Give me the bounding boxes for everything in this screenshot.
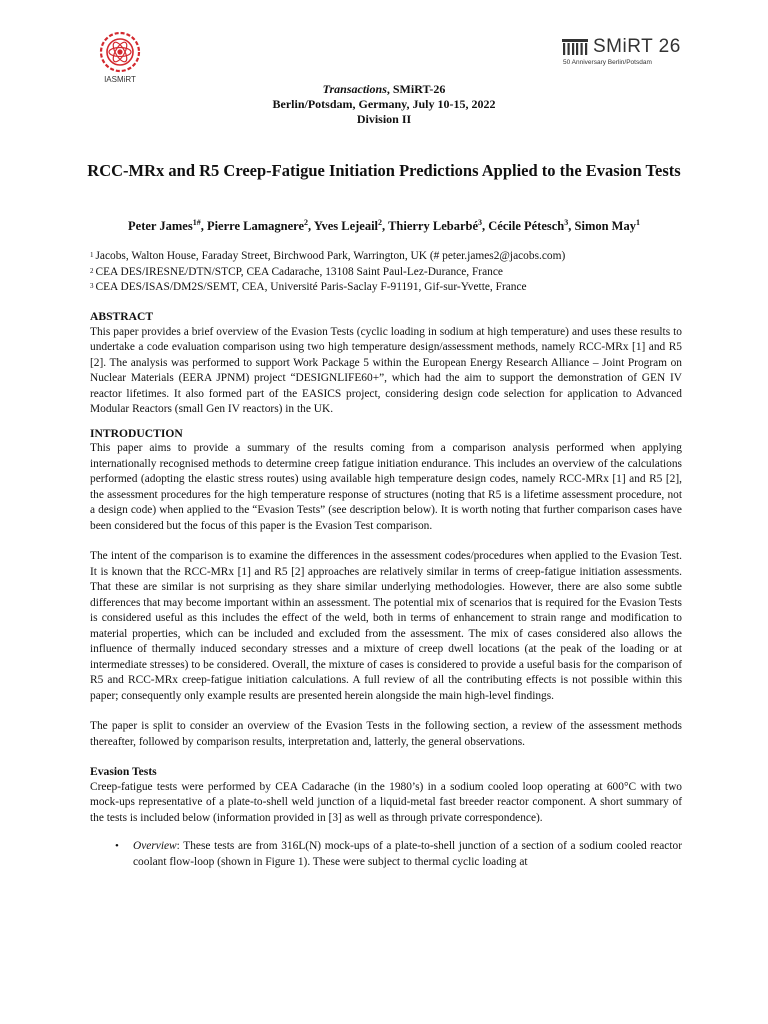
list-item xyxy=(90,839,682,870)
evasion-tests-text: Creep-fatigue tests were performed by CEA Cadarache (in the 1980’s) in a sodium cooled loop operating at 600°C with two mock-ups representative of a plate-to-shell weld junction of a liquid-metal fast breeder reactor component. A short summary of the tests is included below (information provided in [3] as well as through private correspondence). xyxy=(90,780,682,824)
author-affiliation-marker: 1 xyxy=(635,218,640,227)
author-name: Peter James xyxy=(128,219,193,234)
author-name: Cécile Pétesch xyxy=(488,219,565,234)
conference-location: Berlin/Potsdam, Germany, July 10-15, 2022 xyxy=(272,97,496,111)
abstract-heading: ABSTRACT xyxy=(90,310,154,323)
affiliation-line xyxy=(90,280,690,296)
bullet-icon: • xyxy=(115,840,119,852)
author-list: Peter James$^{1\#}$, Pierre Lamagnere$^2$, Yves Lejeail$^2$, Thierry Lebarbé$^3$, Cécile Pétesch$^3$, Simon May$^1$ xyxy=(128,218,640,234)
abstract-text: This paper provides a brief overview of the Evasion Tests (cyclic loading in sodium at high temperature) and uses these results to undertake a code evaluation comparison using two high temperature design/assessment methods, namely RCC-MRx [1] and R5 [2]. The analysis was performed to support Work Package 5 within the European Energy Research Alliance – Joint Program on Nuclear Materials (EERA JPNM) project “DESIGNLIFE60+”, which had the aim to support the demonstration of GEN IV reactor lifetimes. It also formed part of the EASICS project, considering design code selection for application to Advanced Modular Reactors (small Gen IV reactors) in the UK. xyxy=(90,325,682,415)
author-affiliation-marker: 3 xyxy=(564,218,569,227)
conference-name: , SMiRT-26 xyxy=(386,82,446,96)
affiliation-number: 3 xyxy=(90,282,94,290)
introduction-paragraph: This paper aims to provide a summary of the results coming from a comparison analysis performed when applying internationally recognised methods to determine creep fatigue initiation endurance. This includes an overview of the calculations performed (adopting the elastic stress routes) using available high temperature design codes, namely RCC-MRx [1] and R5 [2], the assessment procedures for the high temperature response of structures (noting that R5 is a lifetime assessment procedure, not a design code) when applied to the “Evasion Tests” (see description below). It is worth noting that further comparison cases have been considered but the focus of this paper is the Evasion Test comparison. xyxy=(90,442,682,532)
affiliations xyxy=(90,249,690,296)
introduction-paragraph: The intent of the comparison is to examine the differences in the assessment codes/procedures when applied to the Evasion Test. It is known that the RCC-MRx [1] and R5 [2] approaches are relatively similar in terms of creep-fatigue initiation assessments. That these are similar is not surprising as they share similar underlying methodologies. However, there are also some subtle differences that may become important within an assessment. The potential mix of scenarios that is required for the Evasion Tests is considered useful as this includes the effect of the weld, both in terms of enhancement to strain range and modification to material properties, which can be included and excluded from the assessment. The mix of cases considered also allows the influence of thermally induced secondary stresses and a mixture of creep dwell locations (at the peak of the loading or at intermediate stresses) to be considered. Overall, the mixture of cases is considered to provide a useful basis for the comparison of R5 and RCC-MRx creep-fatigue initiation calculations. A full review of all the contributing effects is not possible within this paper; consequently only example results are presented herein alongside the main high-level findings. xyxy=(90,550,682,702)
iasmirt-logo xyxy=(90,30,150,84)
author-name: Yves Lejeail xyxy=(313,219,379,234)
author-affiliation-marker: 3 xyxy=(478,218,482,227)
bullet-text: : These tests are from 316L(N) mock-ups of a plate-to-shell junction of a section of a sodium cooled reactor coolant flow-loop (shown in Figure 1). These were subject to thermal cyclic loading at xyxy=(133,840,682,868)
conference-division: Division II xyxy=(356,112,412,126)
smirt26-logo xyxy=(562,36,692,66)
author-affiliation-marker: 2 xyxy=(304,218,309,227)
brandenburg-gate-icon xyxy=(562,39,588,55)
affiliation-text: CEA DES/ISAS/DM2S/SEMT, CEA, Université Paris-Saclay F-91191, Gif-sur-Yvette, France xyxy=(95,281,527,293)
author-affiliation-marker: 1# xyxy=(192,218,201,227)
iasmirt-label: IASMiRT xyxy=(104,75,136,84)
affiliation-text: CEA DES/IRESNE/DTN/STCP, CEA Cadarache, 13108 Saint Paul-Lez-Durance, France xyxy=(95,265,503,278)
smirt26-subtitle: 50 Anniversary Berlin/Potsdam xyxy=(563,59,652,66)
affiliation-number: 1 xyxy=(90,251,94,259)
affiliation-line xyxy=(90,265,690,281)
evasion-tests-heading: Evasion Tests xyxy=(90,765,157,778)
introduction-paragraph: The paper is split to consider an overview of the Evasion Tests in the following section, a review of the assessment methods thereafter, followed by comparison results, interpretation and, latterly, the general observations. xyxy=(90,720,682,748)
author-name: Thierry Lebarbé xyxy=(388,219,478,234)
journal-name: Transactions xyxy=(322,82,387,96)
affiliation-line xyxy=(90,249,690,265)
iasmirt-emblem-icon xyxy=(98,30,142,74)
affiliation-number: 2 xyxy=(90,266,94,275)
paper-title: RCC-MRx and R5 Creep-Fatigue Initiation Predictions Applied to the Evasion Tests xyxy=(87,161,681,180)
smirt26-name: SMiRT 26 xyxy=(593,36,681,57)
author-name: Simon May xyxy=(574,219,636,234)
transactions-header xyxy=(0,82,768,127)
author-affiliation-marker: 2 xyxy=(378,218,383,227)
paper-body xyxy=(90,309,682,870)
affiliation-text: Jacobs, Walton House, Faraday Street, Birchwood Park, Warrington, UK (# peter.james2@jacobs.com) xyxy=(95,250,566,262)
introduction-heading: INTRODUCTION xyxy=(90,426,183,440)
bullet-lead: Overview xyxy=(133,840,177,852)
author-name: Pierre Lamagnere xyxy=(206,219,305,234)
